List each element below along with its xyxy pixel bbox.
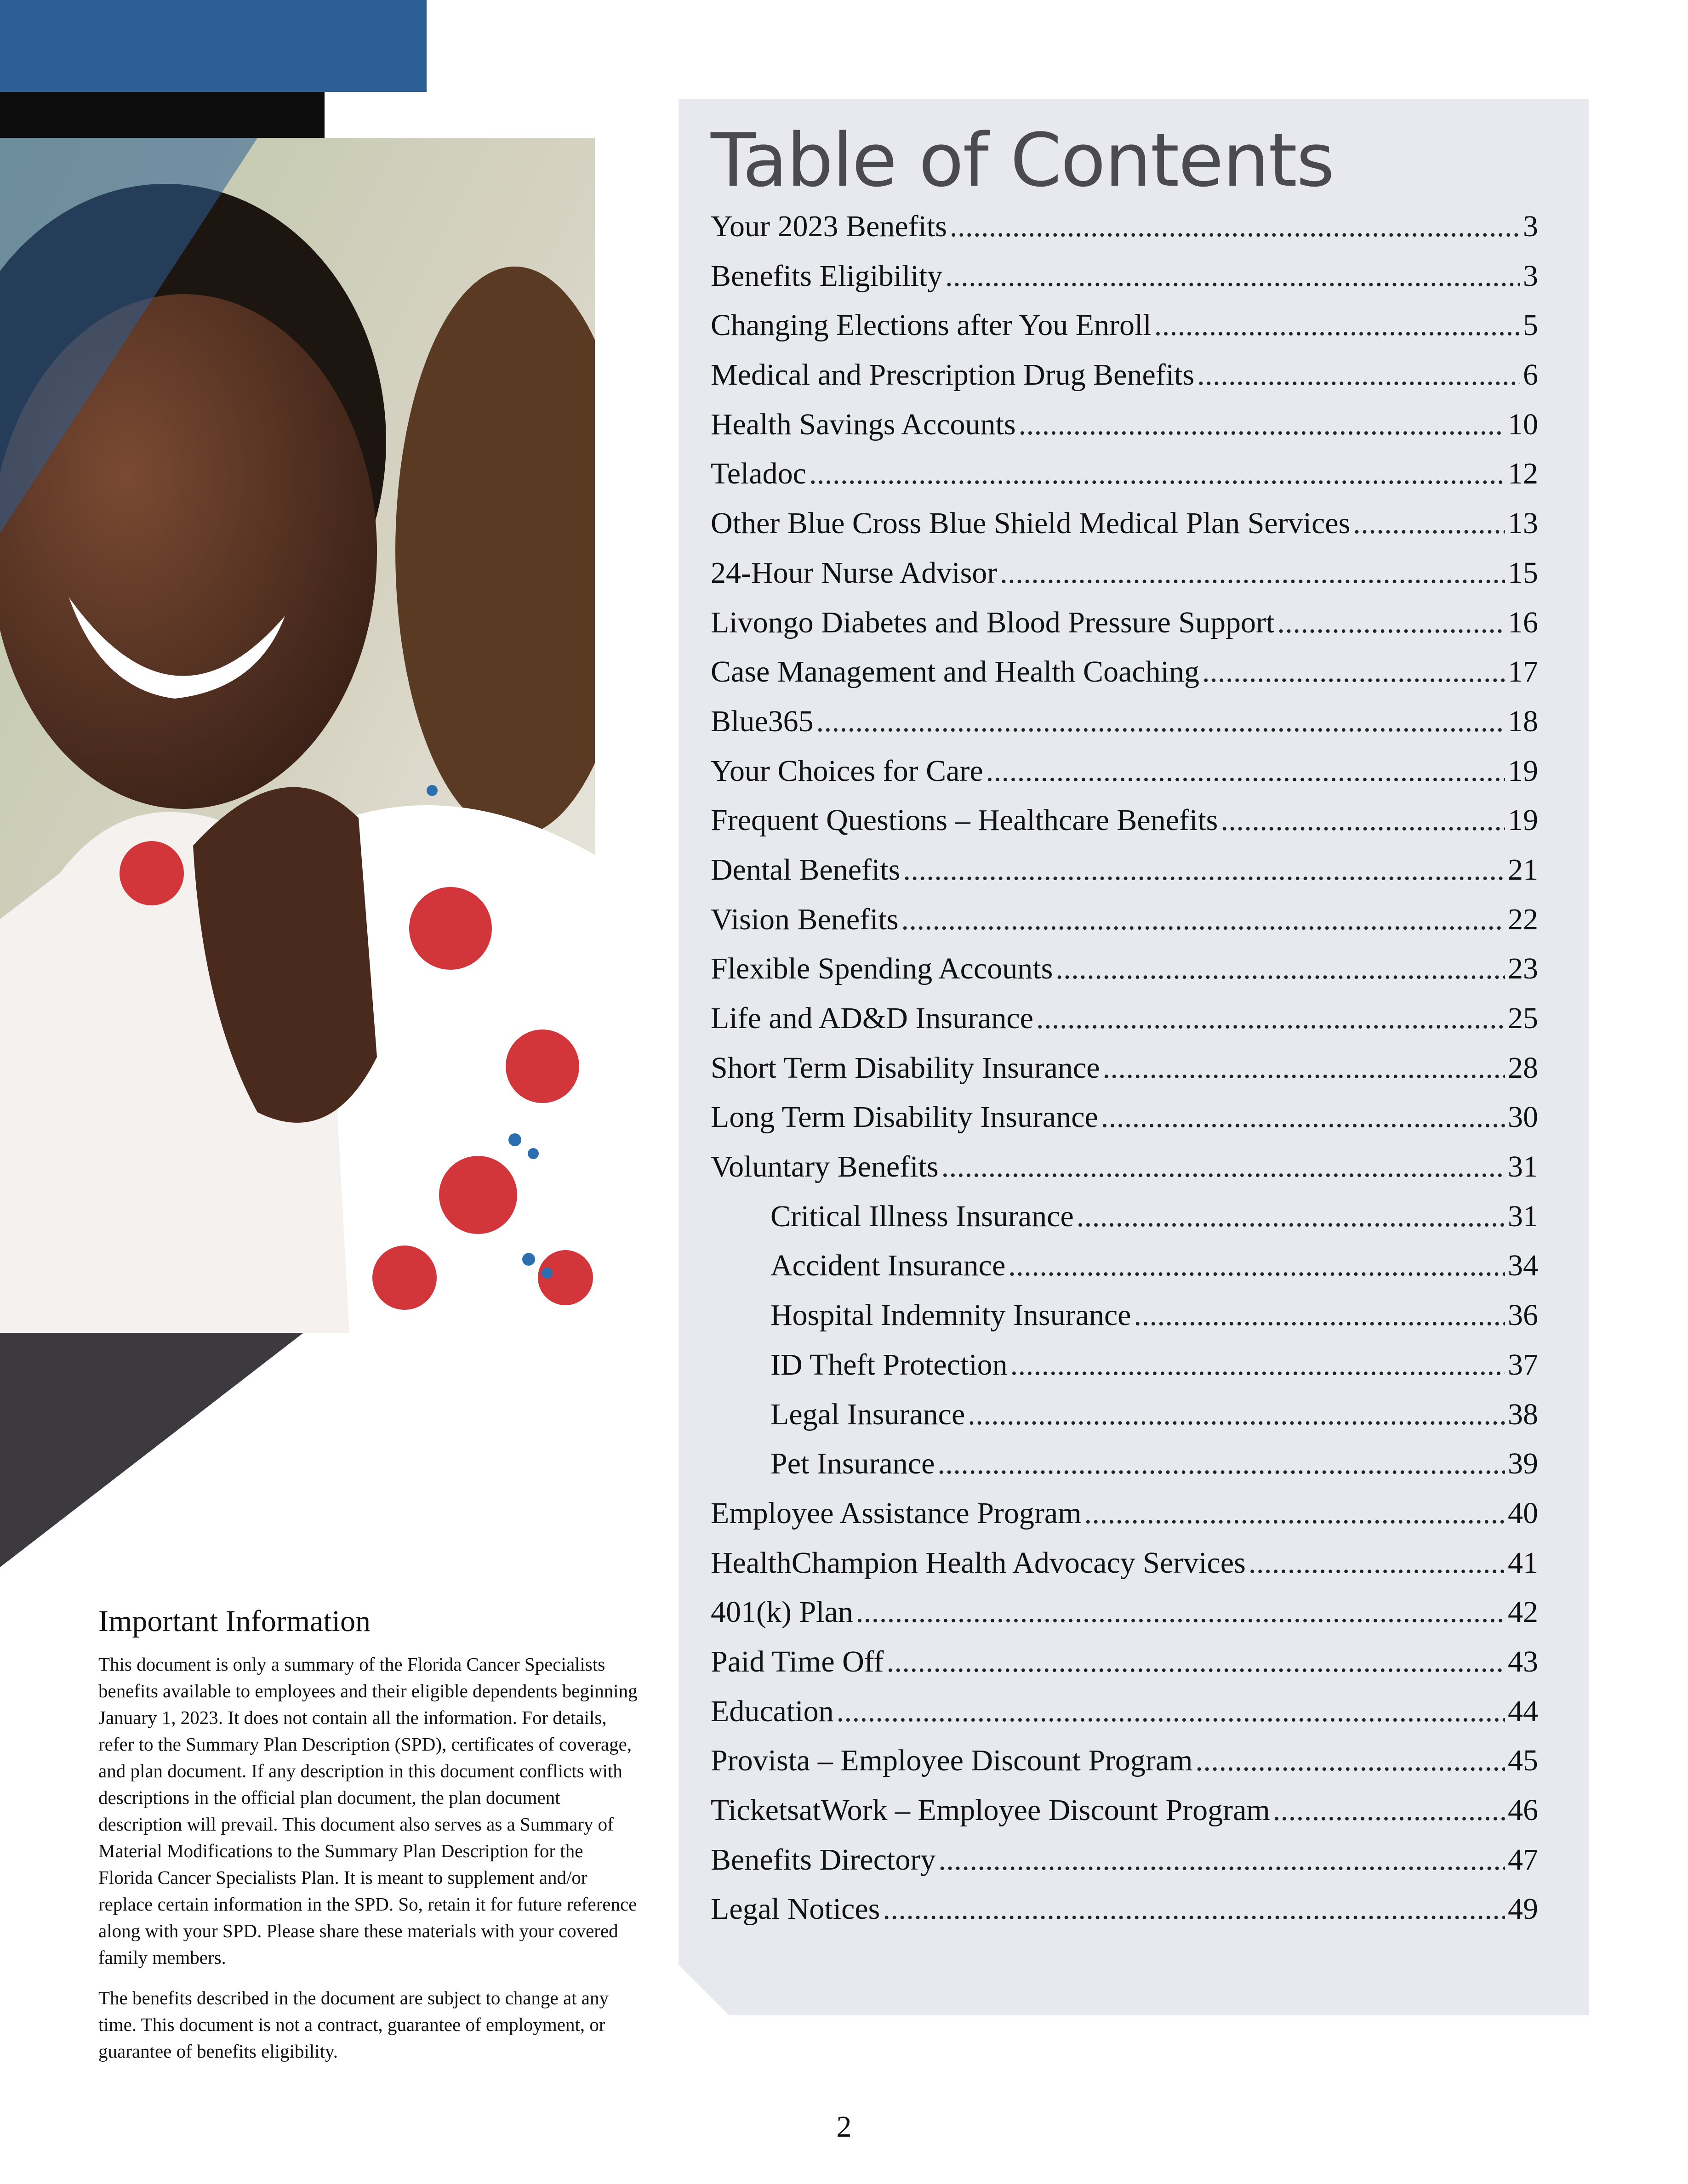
dot-leader <box>1249 1546 1505 1581</box>
toc-entry-page: 5 <box>1523 308 1538 342</box>
toc-entry-title: Short Term Disability Insurance <box>711 1051 1100 1085</box>
toc-entry-page: 19 <box>1508 754 1538 788</box>
toc-entry-title: Medical and Prescription Drug Benefits <box>711 358 1195 392</box>
dot-leader <box>1197 358 1520 392</box>
toc-entry-page: 38 <box>1508 1397 1538 1431</box>
toc-entry[interactable] <box>711 1644 1538 1694</box>
toc-entry[interactable] <box>711 1446 1538 1496</box>
dot-leader <box>1008 1248 1505 1283</box>
header-black-bar <box>0 92 325 138</box>
dot-leader <box>1010 1348 1505 1382</box>
toc-entry-page: 45 <box>1508 1744 1538 1778</box>
toc-entry[interactable] <box>711 1248 1538 1298</box>
toc-entry-title: Your Choices for Care <box>711 754 983 788</box>
toc-entry-title: Employee Assistance Program <box>711 1496 1082 1530</box>
toc-entry-page: 40 <box>1508 1496 1538 1530</box>
important-paragraph-2: The benefits described in the document are subject to change at any time. This document is not a contract, guarantee of employment, or guarantee of benefits eligibility. <box>98 1987 609 2062</box>
dot-leader <box>901 902 1505 937</box>
important-heading: Important Information <box>98 1604 371 1638</box>
dot-leader <box>1019 407 1505 442</box>
toc-entry-page: 41 <box>1508 1546 1538 1580</box>
dot-leader <box>1134 1298 1505 1333</box>
dot-leader <box>1154 308 1520 343</box>
toc-entry-page: 15 <box>1508 556 1538 590</box>
toc-entry-title: 24-Hour Nurse Advisor <box>711 556 998 590</box>
toc-entry[interactable] <box>711 605 1538 655</box>
toc-entry-title: Benefits Directory <box>711 1843 936 1877</box>
dot-leader <box>887 1644 1505 1679</box>
toc-entry[interactable] <box>711 1843 1538 1892</box>
toc-entry[interactable] <box>711 556 1538 605</box>
toc-entry[interactable] <box>711 1694 1538 1744</box>
toc-entry-page: 3 <box>1523 259 1538 293</box>
toc-entry[interactable] <box>711 704 1538 754</box>
decorative-triangle <box>0 1333 303 1567</box>
toc-entry[interactable] <box>711 1051 1538 1100</box>
dot-leader <box>1202 654 1505 689</box>
toc-entry-page: 43 <box>1508 1644 1538 1678</box>
toc-entry-title: Blue365 <box>711 704 814 738</box>
dot-leader <box>941 1149 1505 1184</box>
dot-leader <box>1000 556 1505 591</box>
toc-entry-page: 13 <box>1508 506 1538 540</box>
toc-entry-page: 36 <box>1508 1298 1538 1332</box>
toc-entry-title: Your 2023 Benefits <box>711 210 947 243</box>
toc-entry-title: Teladoc <box>711 457 806 491</box>
toc-entry-title: Other Blue Cross Blue Shield Medical Plan Services <box>711 506 1351 540</box>
toc-entry-page: 17 <box>1508 655 1538 689</box>
toc-entry-title: Provista – Employee Discount Program <box>711 1744 1193 1778</box>
toc-entry-title: Frequent Questions – Healthcare Benefits <box>711 803 1218 837</box>
toc-entry-page: 21 <box>1508 853 1538 887</box>
dot-leader <box>938 1843 1505 1877</box>
toc-entry-page: 34 <box>1508 1249 1538 1283</box>
toc-entry-page: 12 <box>1508 457 1538 491</box>
toc-entry[interactable] <box>711 358 1538 407</box>
toc-entry-page: 23 <box>1508 952 1538 986</box>
toc-entry-page: 10 <box>1508 407 1538 441</box>
toc-entry[interactable] <box>711 853 1538 902</box>
header-blue-bar <box>0 0 427 92</box>
toc-entry-title: Benefits Eligibility <box>711 259 943 293</box>
toc-entry-title: Legal Insurance <box>770 1397 965 1431</box>
toc-entry-title: Hospital Indemnity Insurance <box>770 1298 1131 1332</box>
dot-leader <box>1103 1051 1506 1086</box>
toc-entry[interactable] <box>711 654 1538 704</box>
toc-entry-page: 31 <box>1508 1150 1538 1184</box>
dot-leader <box>937 1446 1505 1481</box>
toc-entry[interactable] <box>711 1546 1538 1595</box>
toc-entry[interactable] <box>711 259 1538 308</box>
dot-leader <box>1196 1743 1505 1778</box>
toc-entry[interactable] <box>711 1793 1538 1843</box>
toc-entry-page: 37 <box>1508 1348 1538 1382</box>
toc-entry-title: 401(k) Plan <box>711 1595 853 1629</box>
toc-entry-page: 31 <box>1508 1199 1538 1233</box>
toc-entry[interactable] <box>711 1348 1538 1397</box>
dot-leader <box>1273 1793 1505 1828</box>
table-of-contents-panel <box>679 99 1589 2015</box>
dot-leader <box>883 1892 1505 1927</box>
toc-entry[interactable] <box>711 1001 1538 1051</box>
toc-entry-title: Voluntary Benefits <box>711 1150 939 1184</box>
toc-entry[interactable] <box>711 1100 1538 1149</box>
toc-entry-title: Legal Notices <box>711 1892 880 1926</box>
toc-entry-page: 22 <box>1508 902 1538 936</box>
toc-entry-title: Long Term Disability Insurance <box>711 1100 1098 1134</box>
dot-leader <box>950 209 1520 244</box>
dot-leader <box>968 1397 1505 1432</box>
page-number: 2 <box>836 2110 852 2144</box>
toc-entry[interactable] <box>711 1595 1538 1644</box>
toc-entry[interactable] <box>711 1743 1538 1793</box>
important-information <box>98 1604 641 2078</box>
toc-entry-page: 42 <box>1508 1595 1538 1629</box>
toc-entry-page: 25 <box>1508 1001 1538 1035</box>
dot-leader <box>1036 1001 1505 1036</box>
dot-leader <box>1220 803 1505 838</box>
toc-entry[interactable] <box>711 506 1538 556</box>
toc-entry-page: 49 <box>1508 1892 1538 1926</box>
dot-leader <box>1084 1496 1505 1531</box>
dot-leader <box>903 853 1505 887</box>
toc-entry-title: HealthChampion Health Advocacy Services <box>711 1546 1246 1580</box>
toc-entry-title: Accident Insurance <box>770 1249 1006 1283</box>
toc-entry[interactable] <box>711 1199 1538 1249</box>
toc-entry-title: Flexible Spending Accounts <box>711 952 1053 986</box>
toc-entry-title: Case Management and Health Coaching <box>711 655 1199 689</box>
toc-entry-page: 47 <box>1508 1843 1538 1877</box>
dot-leader <box>856 1595 1505 1630</box>
toc-entry-title: ID Theft Protection <box>770 1348 1008 1382</box>
toc-entry[interactable] <box>711 754 1538 803</box>
toc-entry-title: Paid Time Off <box>711 1644 884 1678</box>
toc-entry-title: TicketsatWork – Employee Discount Program <box>711 1793 1270 1827</box>
toc-entry-title: Education <box>711 1694 834 1728</box>
toc-entry-title: Critical Illness Insurance <box>770 1199 1074 1233</box>
dot-leader <box>1077 1199 1505 1234</box>
toc-entry[interactable] <box>711 902 1538 952</box>
toc-entry-title: Dental Benefits <box>711 853 901 887</box>
toc-entry[interactable] <box>711 1149 1538 1199</box>
dot-leader <box>1353 506 1505 541</box>
dot-leader <box>945 259 1520 294</box>
dot-leader <box>837 1694 1505 1729</box>
dot-leader <box>809 456 1505 491</box>
toc-entry-page: 44 <box>1508 1694 1538 1728</box>
toc-entry-title: Health Savings Accounts <box>711 407 1016 441</box>
toc-entry-title: Pet Insurance <box>770 1447 935 1481</box>
cover-photo <box>0 138 595 1333</box>
toc-entry-title: Changing Elections after You Enroll <box>711 308 1152 342</box>
toc-entry[interactable] <box>711 803 1538 853</box>
toc-entry-page: 19 <box>1508 803 1538 837</box>
toc-entry[interactable] <box>711 951 1538 1001</box>
toc-entry-page: 16 <box>1508 605 1538 639</box>
toc-entry-page: 18 <box>1508 704 1538 738</box>
toc-entry[interactable] <box>711 456 1538 506</box>
important-paragraph-1: This document is only a summary of the Florida Cancer Specialists benefits available to employees and their eligible dependents beginning January 1, 2023. It does not contain all the information. For details, refer to the Summary Plan Description (SPD), certificates of coverage, and plan document. If any description in this document conflicts with descriptions in the official plan document, the plan document description will prevail. This document also serves as a Summary of Material Modifications to the Summary Plan Description for the Florida Cancer Specialists Plan. It is meant to supplement and/or replace certain information in the SPD. So, retain it for future reference along with your SPD. Please share these materials with your covered family members. <box>98 1654 638 1968</box>
toc-entry-page: 30 <box>1508 1100 1538 1134</box>
dot-leader <box>1055 951 1505 986</box>
toc-entry-title: Vision Benefits <box>711 902 899 936</box>
toc-entry[interactable] <box>711 407 1538 457</box>
dot-leader <box>816 704 1505 739</box>
toc-entry[interactable] <box>711 1397 1538 1447</box>
toc-entry-page: 6 <box>1523 358 1538 392</box>
toc-entry-page: 3 <box>1523 210 1538 243</box>
toc-entry[interactable] <box>711 1892 1538 1941</box>
toc-entry[interactable] <box>711 209 1538 259</box>
toc-title: Table of Contents <box>711 117 1334 203</box>
toc-entry[interactable] <box>711 1496 1538 1546</box>
toc-entry[interactable] <box>711 1298 1538 1348</box>
toc-entry-page: 39 <box>1508 1447 1538 1481</box>
toc-entry[interactable] <box>711 308 1538 358</box>
dot-leader <box>986 754 1505 789</box>
toc-entry-page: 46 <box>1508 1793 1538 1827</box>
toc-entry-title: Life and AD&D Insurance <box>711 1001 1033 1035</box>
dot-leader <box>1101 1100 1505 1135</box>
toc-list <box>711 209 1538 1941</box>
dot-leader <box>1277 605 1505 640</box>
toc-entry-page: 28 <box>1508 1051 1538 1085</box>
toc-entry-title: Livongo Diabetes and Blood Pressure Support <box>711 605 1275 639</box>
